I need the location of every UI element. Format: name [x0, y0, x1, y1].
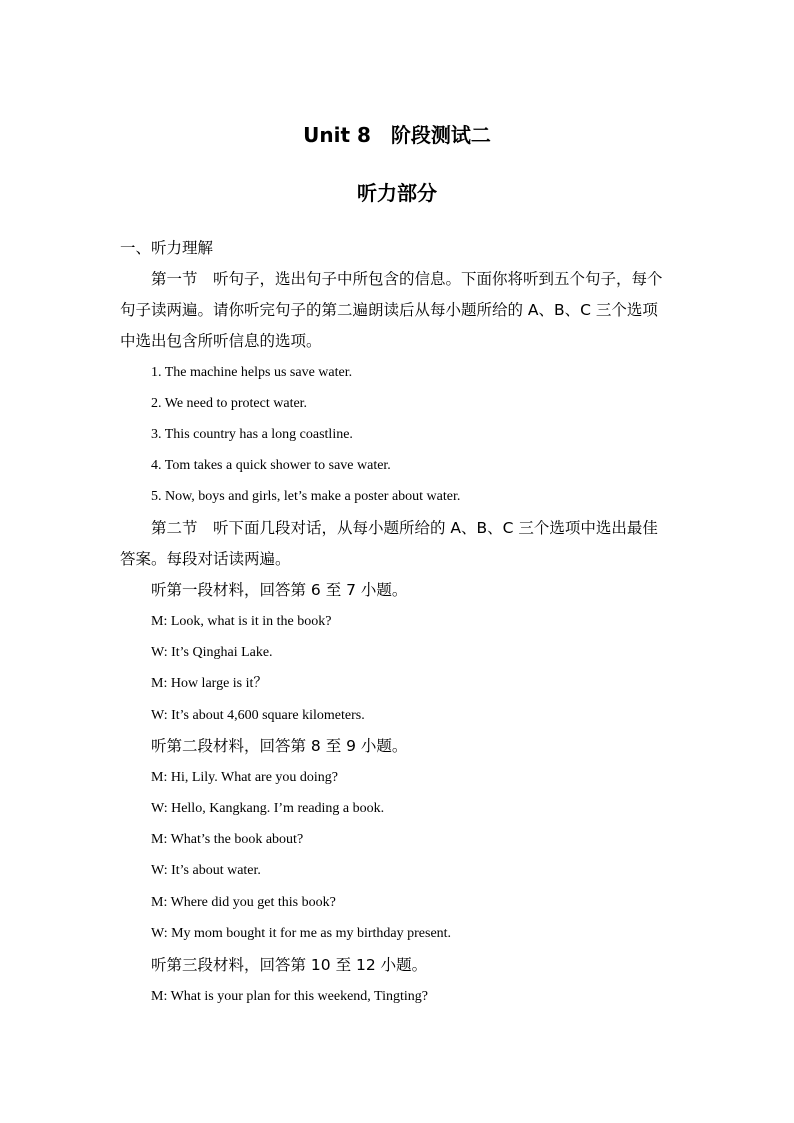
dialogue-line: M: Look, what is it in the book? — [151, 614, 332, 629]
part1-instructions-line1: 第一节 听句子，选出句子中所包含的信息。下面你将听到五个句子，每个 — [151, 270, 663, 288]
dialogue-line: M: Where did you get this book? — [151, 895, 336, 910]
sentence-item: 5. Now, boys and girls, let’s make a poster about water. — [151, 489, 461, 504]
dialogue2-heading: 听第二段材料，回答第 8 至 9 小题。 — [151, 737, 408, 755]
sentence-item: 1. The machine helps us save water. — [151, 365, 353, 380]
dialogue-line: M: What’s the book about? — [151, 832, 304, 847]
dialogue1-heading: 听第一段材料，回答第 6 至 7 小题。 — [151, 581, 408, 599]
part1-instructions-line3: 中选出包含所听信息的选项。 — [120, 332, 322, 350]
dialogue-line: M: What is your plan for this weekend, Tingting? — [151, 989, 428, 1004]
section-heading: 一、听力理解 — [120, 239, 214, 257]
dialogue-line: W: It’s Qinghai Lake. — [151, 645, 273, 660]
dialogue-line: W: Hello, Kangkang. I’m reading a book. — [151, 801, 385, 816]
page-subtitle: 听力部分 — [357, 181, 437, 205]
part2-instructions-line2: 答案。每段对话读两遍。 — [120, 550, 291, 568]
part1-instructions-line2: 句子读两遍。请你听完句子的第二遍朗读后从每小题所给的 A、B、C 三个选项 — [120, 301, 658, 319]
dialogue-line: W: My mom bought it for me as my birthday present. — [151, 926, 452, 941]
dialogue3-heading: 听第三段材料，回答第 10 至 12 小题。 — [151, 956, 428, 974]
dialogue-line: W: It’s about water. — [151, 863, 261, 878]
sentence-item: 3. This country has a long coastline. — [151, 427, 353, 442]
dialogue-line: W: It’s about 4,600 square kilometers. — [151, 708, 365, 723]
sentence-item: 4. Tom takes a quick shower to save water. — [151, 458, 391, 473]
dialogue-line: M: Hi, Lily. What are you doing? — [151, 770, 339, 785]
part2-instructions-line1: 第二节 听下面几段对话，从每小题所给的 A、B、C 三个选项中选出最佳 — [151, 519, 658, 537]
dialogue-line: M: How large is it？ — [151, 676, 268, 691]
page-title: Unit 8 阶段测试二 — [303, 123, 491, 147]
sentence-item: 2. We need to protect water. — [151, 396, 308, 411]
